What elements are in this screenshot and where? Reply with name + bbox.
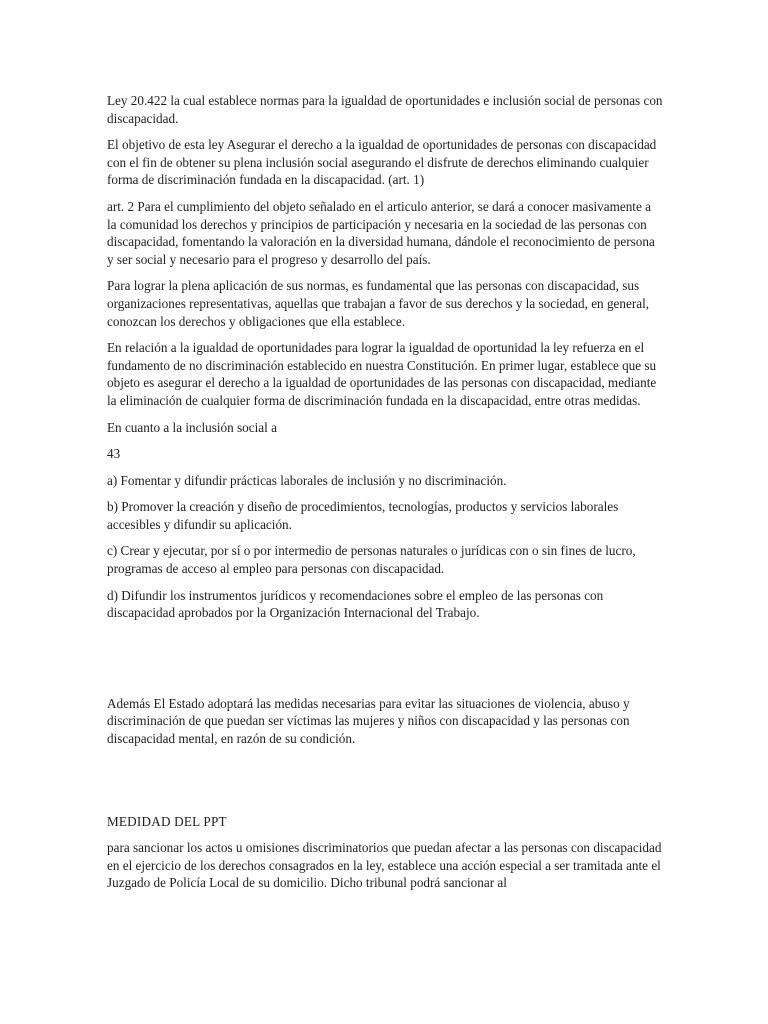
paragraph-equality: En relación a la igualdad de oportunidades para lograr la igualdad de oportunidad la ley refuerza en el fundamento de no discriminación establecido en nuestra Constitución. En primer lugar, establece que su objeto es asegurar el derecho a la igualdad de oportunidades de las personas con discapacidad, mediante la eliminación de cualquier forma de discriminación fundada en la discapacidad, entre otras medidas. (107, 340, 657, 408)
paragraph-objective: El objetivo de esta ley Asegurar el derecho a la igualdad de oportunidades de personas con discapacidad con el fin de obtener su plena inclusión social asegurando el disfrute de derechos eliminando cualquier forma de discriminación fundada en la discapacidad. (art. 1) (107, 137, 657, 188)
paragraph-article-2: art. 2 Para el cumplimiento del objeto señalado en el articulo anterior, se dará a conocer masivamente a la comunidad los derechos y principios de participación y necesaria en la sociedad de las personas con discapacidad, fomentando la valoración en la diversidad humana, dándole el reconocimiento de persona y ser social y necesario para el progreso y desarrollo del país. (107, 198, 655, 267)
list-item-a: a) Fomentar y difundir prácticas laborales de inclusión y no discriminación. (107, 472, 507, 488)
paragraph-application: Para lograr la plena aplicación de sus normas, es fundamental que las personas con discapacidad, sus organizaciones representativas, aquellas que trabajan a favor de sus derechos y la sociedad, en general, conozcan los derechos y obligaciones que ella establece. (107, 278, 650, 329)
section-heading: MEDIDAD DEL PPT (107, 813, 227, 829)
document-page (107, 92, 663, 901)
list-item-b: b) Promover la creación y diseño de procedimientos, tecnologías, productos y servicios laborales accesibles y difundir su aplicación. (107, 499, 619, 532)
list-item-c: c) Crear y ejecutar, por sí o por intermedio de personas naturales o jurídicas con o sin fines de lucro, programas de acceso al empleo para personas con discapacidad. (107, 543, 636, 577)
paragraph-inclusion-intro: En cuanto a la inclusión social a (107, 419, 277, 435)
blank-space (107, 631, 663, 695)
paragraph-sanction: para sancionar los actos u omisiones discriminatorios que puedan afectar a las personas con discapacidad en el ejercicio de los derechos consagrados en la ley, establece una acción especial a ser tramitada ante el Juzgado de Policía Local de su domicilio. Dicho tribunal podrá sancionar al (107, 840, 662, 891)
blank-space (107, 757, 663, 813)
list-item-d: d) Difundir los instrumentos jurídicos y recomendaciones sobre el empleo de las personas con discapacidad aprobados por la Organización Internacional del Trabajo. (107, 587, 604, 621)
paragraph-law-intro: Ley 20.422 la cual establece normas para la igualdad de oportunidades e inclusión social de personas con discapacidad. (107, 93, 663, 126)
paragraph-state-measures: Además El Estado adoptará las medidas necesarias para evitar las situaciones de violencia, abuso y discriminación de que puedan ser víctimas las mujeres y niños con discapacidad y las personas con discapacidad mental, en razón de su condición. (107, 695, 630, 747)
paragraph-number: 43 (107, 446, 121, 462)
